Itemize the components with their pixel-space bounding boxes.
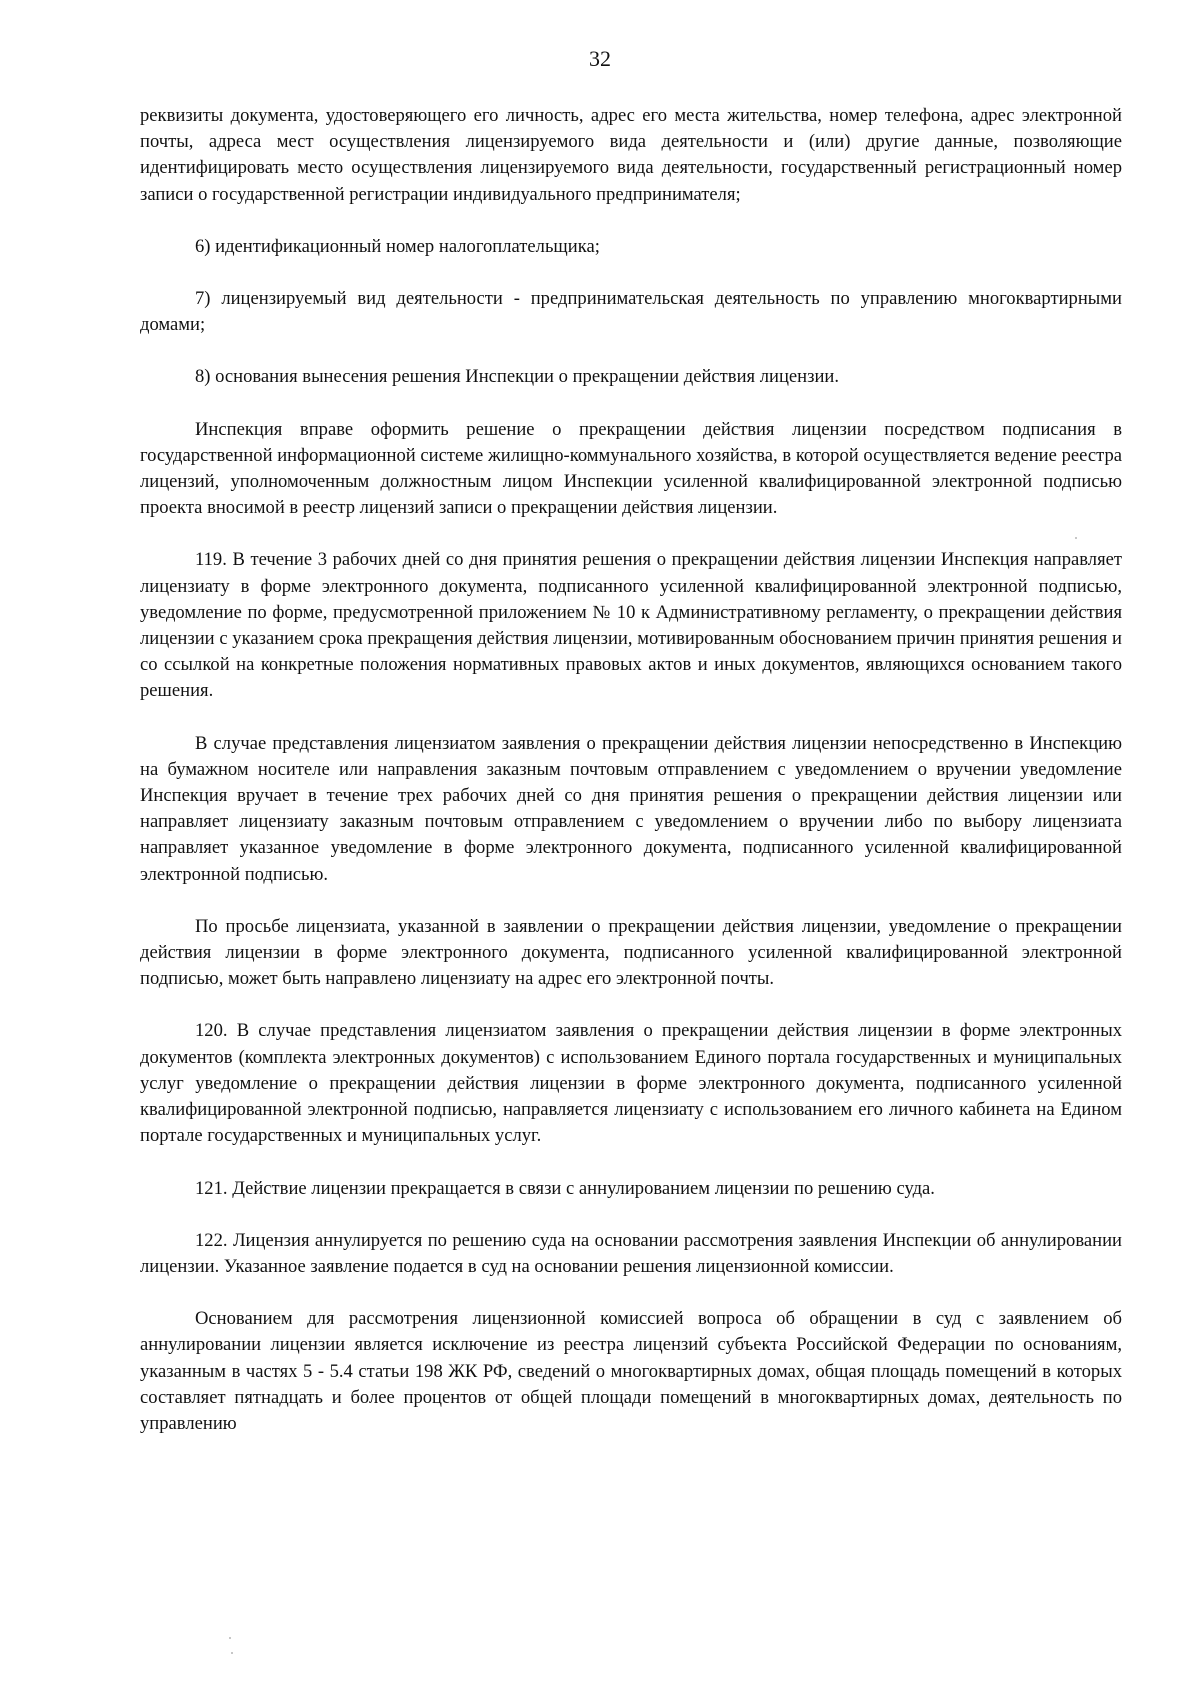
scan-artifact [229,1637,231,1639]
paragraph-intro-continued: реквизиты документа, удостоверяющего его личность, адрес его места жительства, номер телефона, адрес электронной почты, адреса мест осуществления лицензируемого вида деятельности и (или) другие данные, позволяющие идентифицировать место осуществления лицензируемого вида деятельности, государственный регистрационный номер записи о государственной регистрации индивидуального предпринимателя; [140,105,1122,205]
paragraph-grounds: Основанием для рассмотрения лицензионной комиссией вопроса об обращении в суд с заявлением об аннулировании лицензии является исключение из реестра лицензий субъекта Российской Федерации по основаниям, указанным в частях 5 - 5.4 статьи 198 ЖК РФ, сведений о многоквартирных домах, общая площадь помещений в которых составляет пятнадцать и более процентов от общей площади помещений в многоквартирных домах, деятельность по управлению [140,1308,1122,1434]
paragraph-item-6: 6) идентификационный номер налогоплательщика; [195,235,600,257]
scan-artifact [1075,537,1077,539]
paragraph-item-7: 7) лицензируемый вид деятельности - предпринимательская деятельность по управлению многоквартирными домами; [140,288,1122,336]
paragraph-121: 121. Действие лицензии прекращается в связи с аннулированием лицензии по решению суда. [195,1177,935,1199]
paragraph-119: 119. В течение 3 рабочих дней со дня принятия решения о прекращении действия лицензии Инспекция направляет лицензиату в форме электронного документа, подписанного усиленной квалифицированной электронной подписью, уведомление по форме, предусмотренной приложением № 10 к Административному регламенту, о прекращении действия лицензии с указанием срока прекращения действия лицензии, мотивированным обоснованием причин принятия решения и со ссылкой на конкретные положения нормативных правовых актов и иных документов, являющихся основанием такого решения. [140,549,1122,702]
scan-artifact [231,1652,233,1654]
paragraph-inspection-right: Инспекция вправе оформить решение о прекращении действия лицензии посредством подписания в государственной информационной системе жилищно-коммунального хозяйства, в которой осуществляется ведение реестра лицензий, уполномоченным должностным лицом Инспекции усиленной квалифицированной электронной подписью проекта вносимой в реестр лицензий записи о прекращении действия лицензии. [140,418,1122,519]
paragraph-request-email: По просьбе лицензиата, указанной в заявлении о прекращении действия лицензии, уведомление о прекращении действия лицензии в форме электронного документа, подписанного усиленной квалифицированной электронной подписью, может быть направлено лицензиату на адрес его электронной почты. [140,915,1122,990]
paragraph-item-8: 8) основания вынесения решения Инспекции о прекращении действия лицензии. [195,366,839,388]
paragraph-paper-case: В случае представления лицензиатом заявления о прекращении действия лицензии непосредственно в Инспекцию на бумажном носителе или направления заказным почтовым отправлением с уведомлением о вручении уведомление Инспекция вручает в течение трех рабочих дней со дня принятия решения о прекращении действия лицензии или направляет лицензиату заказным почтовым отправлением с уведомлением о вручении либо по выбору лицензиата направляет указанное уведомление в форме электронного документа, подписанного усиленной квалифицированной электронной подписью. [140,732,1122,885]
paragraph-120: 120. В случае представления лицензиатом заявления о прекращении действия лицензии в форме электронных документов (комплекта электронных документов) с использованием Единого портала государственных и муниципальных услуг уведомление о прекращении действия лицензии в форме электронного документа, подписанного усиленной квалифицированной электронной подписью, направляется лицензиату с использованием его личного кабинета на Едином портале государственных и муниципальных услуг. [140,1020,1122,1147]
paragraph-122: 122. Лицензия аннулируется по решению суда на основании рассмотрения заявления Инспекции об аннулировании лицензии. Указанное заявление подается в суд на основании решения лицензионной комиссии. [140,1229,1122,1277]
document-body [140,103,1122,1437]
page-number: 32 [589,46,611,71]
